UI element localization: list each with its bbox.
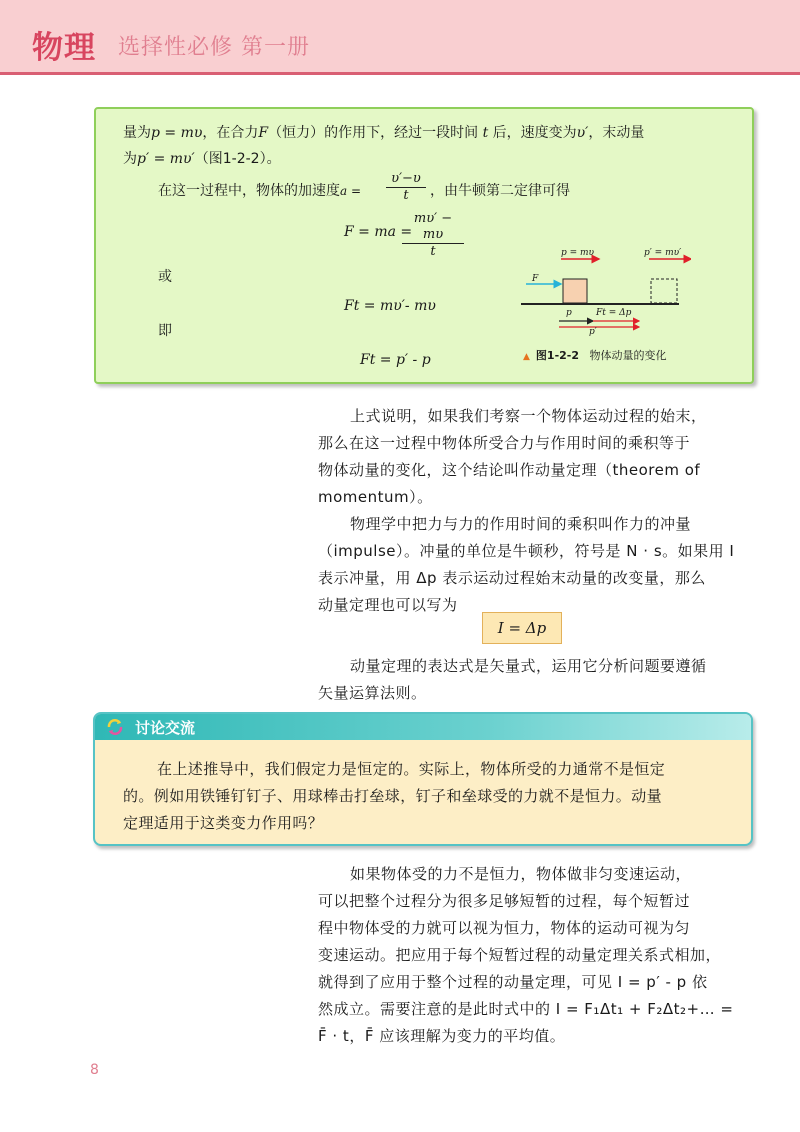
para4-line-4: 变速运动。把应用于每个短暂过程的动量定理关系式相加， [318,946,722,964]
para4-line-1: 如果物体受的力不是恒力，物体做非匀变速运动， [350,865,692,883]
momentum-figure [521,243,691,343]
header-divider [0,72,800,75]
discussion-line-1: 在上述推导中，我们假定力是恒定的。实际上，物体所受的力通常不是恒定 [157,760,666,778]
header-book-title: 选择性必修 第一册 [118,35,310,60]
para4-line-2: 可以把整个过程分为很多足够短暂的过程，每个短暂过 [318,892,691,910]
para4-line-6: 然成立。需要注意的是此时式中的 I = F₁Δt₁ + F₂Δt₂+… = [318,1000,734,1018]
box-line-3: 在这一过程中，物体的加速度a = [158,183,362,199]
para2-line-1: 物理学中把力与力的作用时间的乘积叫作力的冲量 [350,515,692,533]
figure-caption: ▲ 图1-2-2 物体动量的变化 [523,349,667,362]
label-p-prime: p′ = mυ′ [644,248,682,258]
equation-3: Ft = p′ - p [360,352,431,368]
box-line-1: 量为p = mυ，在合力F（恒力）的作用下，经过一段时间 t 后，速度变为υ′，末动量 [123,125,645,141]
label-vector-Ft: Ft = Δp [596,308,632,318]
label-vector-p: p [566,308,572,318]
page-number: 8 [90,1062,99,1078]
discussion-title: 讨论交流 [135,719,196,737]
para1-line-1: 上式说明，如果我们考察一个物体运动过程的始末， [350,407,707,425]
para2-line-3: 表示冲量，用 Δp 表示运动过程始末动量的改变量，那么 [318,569,706,587]
derivation-box [94,107,754,384]
label-p: p = mυ [561,248,595,258]
box-line-3-tail: ，由牛顿第二定律可得 [430,183,570,199]
momentum-theorem-formula: I = Δp [482,612,562,644]
para4-line-3: 程中物体受的力就可以视为恒力，物体的运动可视为匀 [318,919,691,937]
para2-line-4: 动量定理也可以写为 [318,596,458,614]
ji-label: 即 [158,323,172,339]
para2-line-2: （impulse）。冲量的单位是牛顿秒，符号是 N · s。如果用 I [318,542,735,560]
discussion-line-2: 的。例如用铁锤钉钉子、用球棒击打垒球，钉子和垒球受的力就不是恒力。动量 [123,787,663,805]
block-final [651,279,677,303]
caption-triangle-icon: ▲ [523,352,530,362]
para3-line-2: 矢量运算法则。 [318,684,427,702]
block-initial [563,279,587,303]
box-line-2: 为p′ = mυ′（图1-2-2）。 [123,151,281,167]
para1-line-2: 那么在这一过程中物体所受合力与作用时间的乘积等于 [318,434,691,452]
acceleration-fraction: $\frac{\upsilon'-\upsilon}{t}$ [386,171,426,204]
or-label: 或 [158,269,172,285]
para1-line-3: 物体动量的变化，这个结论叫作动量定理（theorem of [318,461,701,479]
label-F: F [532,274,539,284]
para3-line-1: 动量定理的表达式是矢量式，运用它分析问题要遵循 [350,657,707,675]
label-vector-p-prime: p′ [589,327,597,337]
para1-line-4: momentum）。 [318,488,433,506]
equation-2: Ft = mυ′- mυ [344,298,436,314]
equation-1-fraction: $\frac{m\upsilon' - m\upsilon}{t}$ [402,211,464,260]
equation-1-lhs: F = ma = [344,224,413,240]
discussion-box [93,712,753,846]
header-subject: 物理 [32,30,96,66]
discussion-line-3: 定理适用于这类变力作用吗？ [123,814,324,832]
discussion-icon [106,718,124,736]
para4-line-7: F̄ · t，F̄ 应该理解为变力的平均值。 [318,1027,566,1045]
para4-line-5: 就得到了应用于整个过程的动量定理，可见 I = p′ - p 依 [318,973,708,991]
